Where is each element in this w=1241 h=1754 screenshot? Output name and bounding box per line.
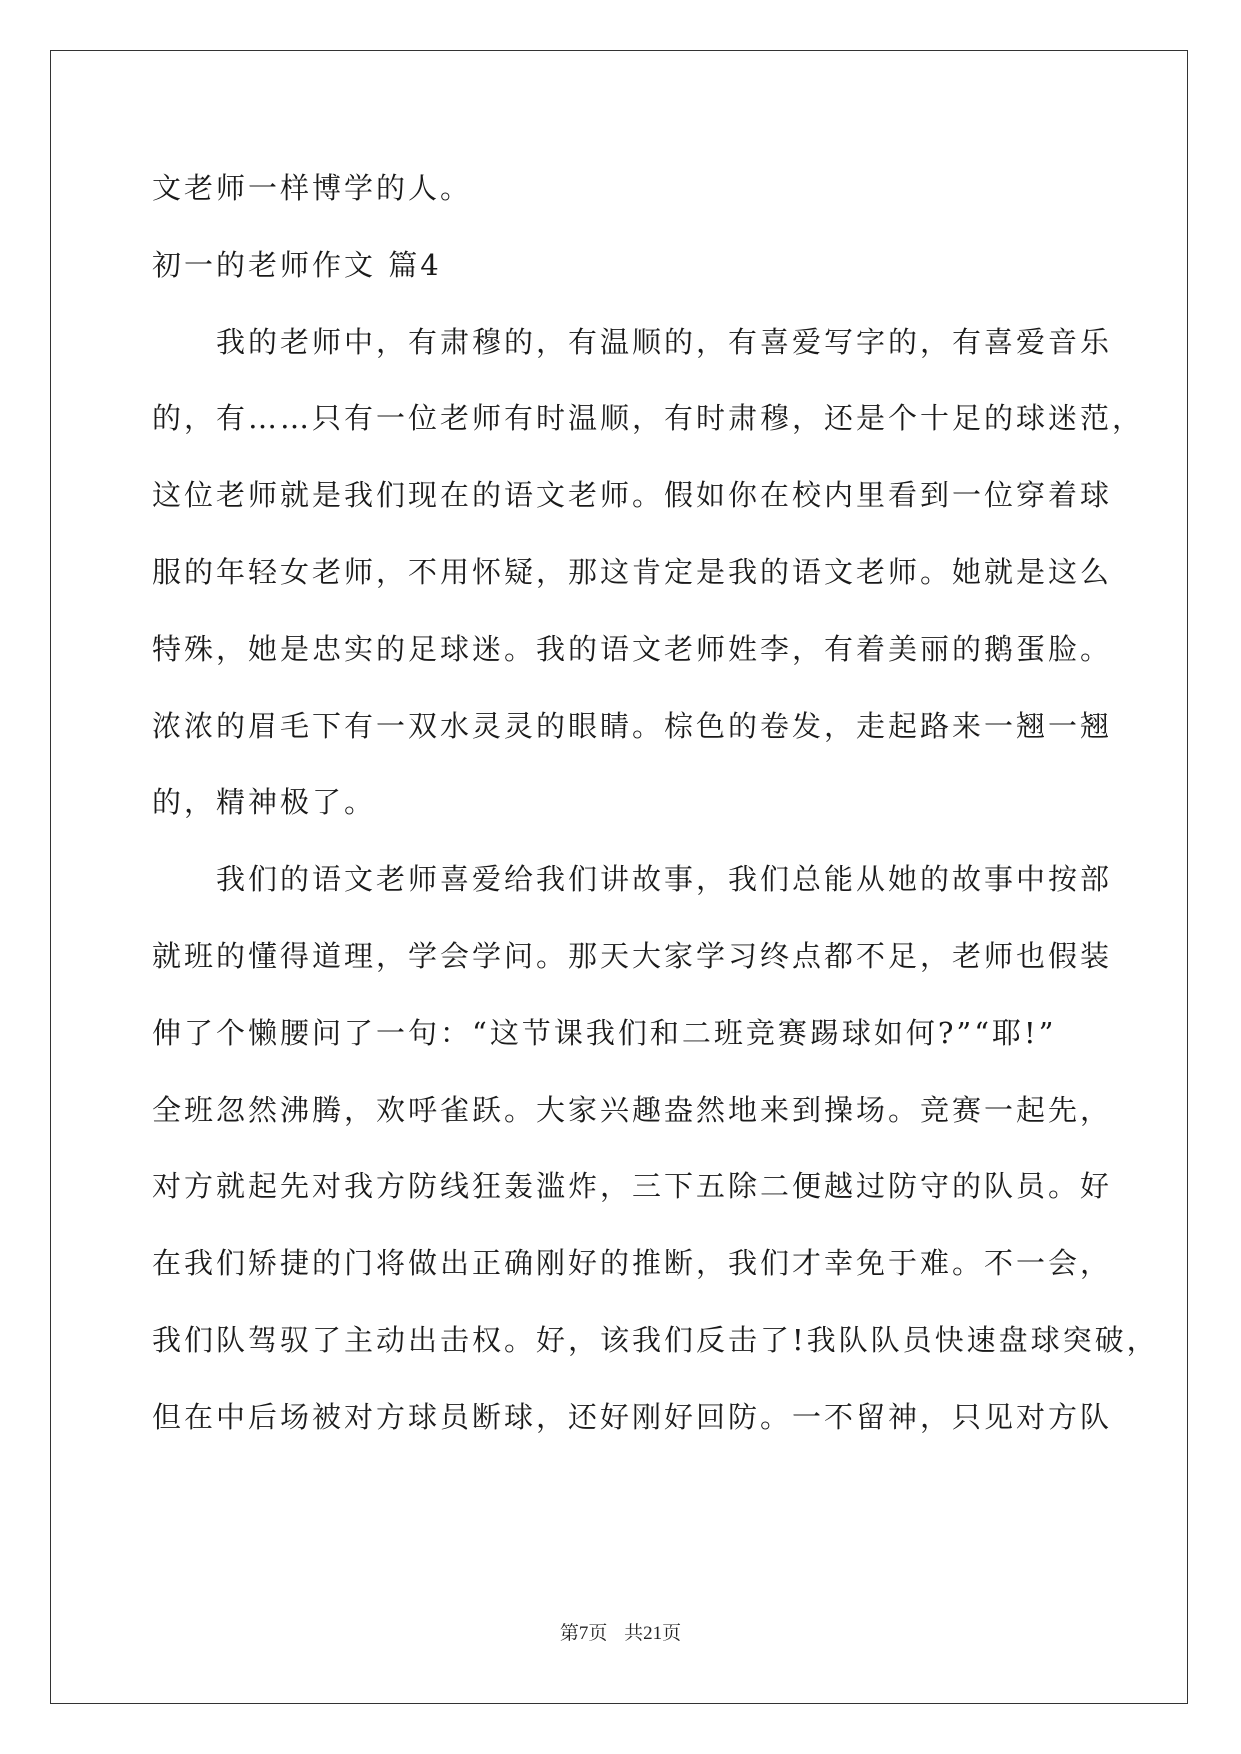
document-body: [152, 150, 1159, 1456]
page-number: 第7页: [559, 1623, 608, 1644]
paragraph-line: 浓浓的眉毛下有一双水灵灵的眼睛。棕色的卷发，走起路来一翘一翘: [152, 708, 1113, 743]
section-heading: 初一的老师作文 篇4: [152, 247, 442, 282]
paragraph-line: 对方就起先对我方防线狂轰滥炸，三下五除二便越过防守的队员。好: [152, 1169, 1113, 1204]
paragraph-line: 我们的语文老师喜爱给我们讲故事，我们总能从她的故事中按部: [216, 862, 1113, 897]
page-total: 共21页: [624, 1623, 682, 1644]
paragraph-line: 我们队驾驭了主动出击权。好，该我们反击了!我队队员快速盘球突破，: [152, 1322, 1159, 1357]
paragraph-line: 的，精神极了。: [152, 785, 377, 820]
paragraph-line: 这位老师就是我们现在的语文老师。假如你在校内里看到一位穿着球: [152, 478, 1113, 513]
page-footer: [0, 1618, 1241, 1645]
paragraph-line: 伸了个懒腰问了一句：“这节课我们和二班竞赛踢球如何?”“耶!”: [152, 1015, 1057, 1050]
paragraph-line: 特殊，她是忠实的足球迷。我的语文老师姓李，有着美丽的鹅蛋脸。: [152, 631, 1113, 666]
paragraph-line: 就班的懂得道理，学会学问。那天大家学习终点都不足，老师也假装: [152, 938, 1113, 973]
paragraph-line: 在我们矫捷的门将做出正确刚好的推断，我们才幸免于难。不一会，: [152, 1246, 1113, 1281]
paragraph-line: 但在中后场被对方球员断球，还好刚好回防。一不留神，只见对方队: [152, 1399, 1113, 1434]
paragraph-line: 我的老师中，有肃穆的，有温顺的，有喜爱写字的，有喜爱音乐: [216, 324, 1113, 359]
paragraph-line: 全班忽然沸腾，欢呼雀跃。大家兴趣盎然地来到操场。竞赛一起先，: [152, 1092, 1113, 1127]
paragraph-line: 服的年轻女老师，不用怀疑，那这肯定是我的语文老师。她就是这么: [152, 554, 1113, 589]
paragraph-line: 的，有……只有一位老师有时温顺，有时肃穆，还是个十足的球迷范，: [152, 401, 1145, 436]
text-line: 文老师一样博学的人。: [152, 171, 473, 205]
